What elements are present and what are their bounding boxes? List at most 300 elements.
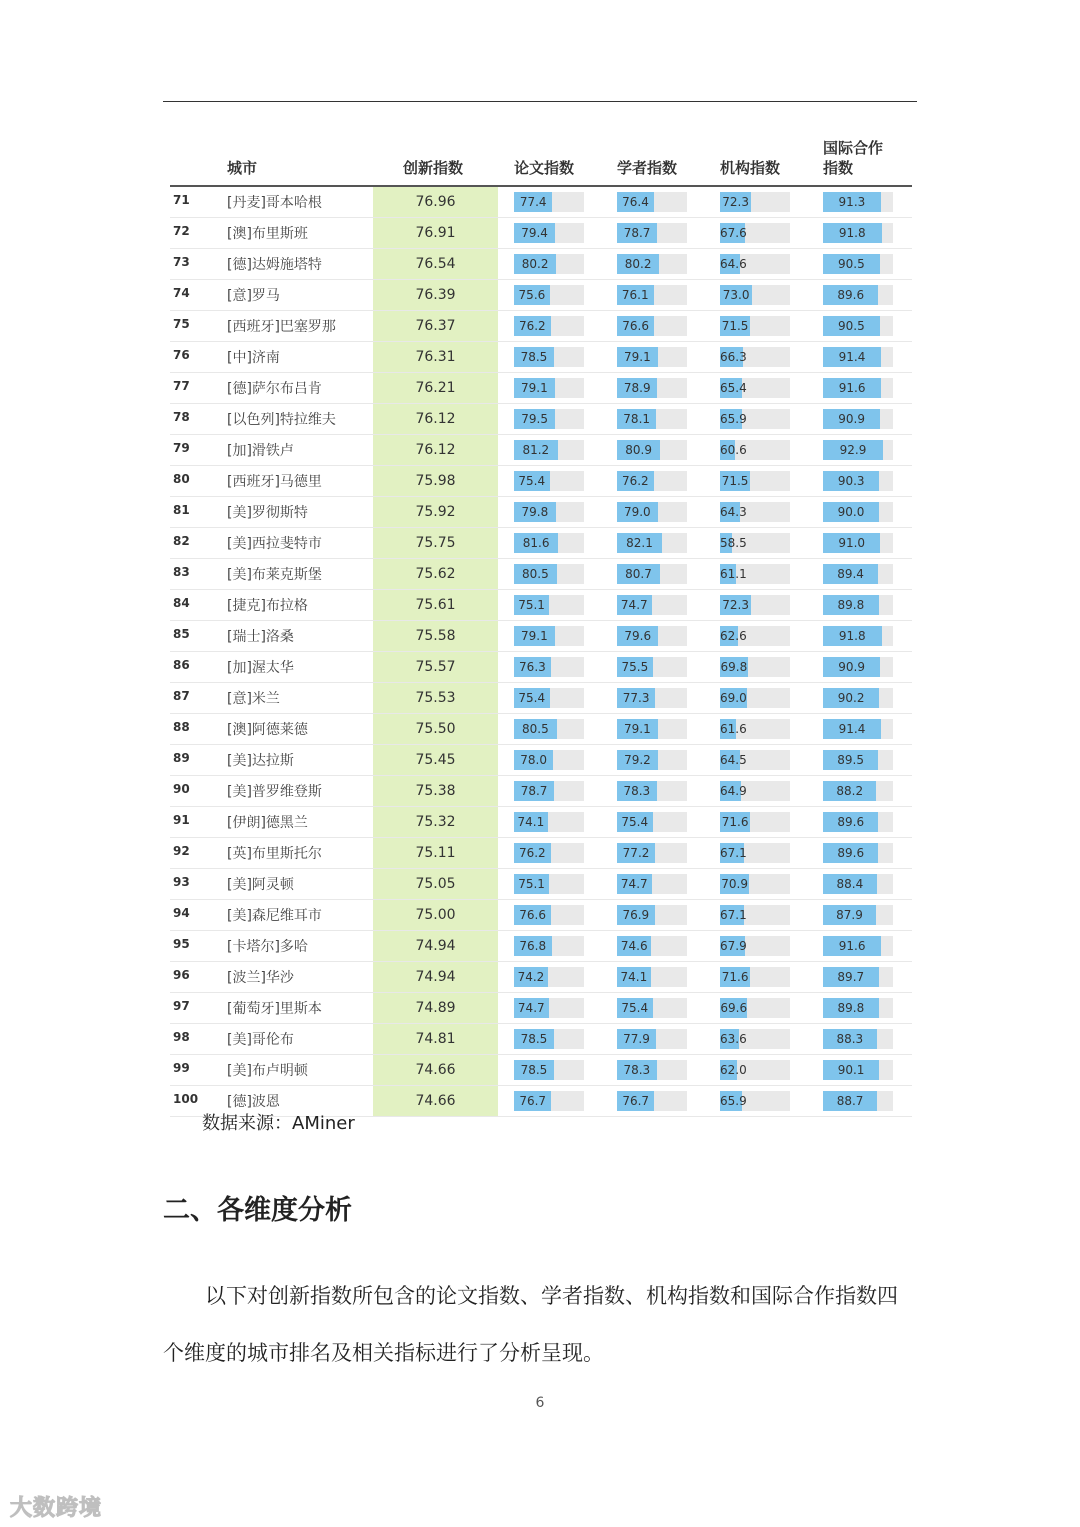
institution-index-value: 62.6 — [720, 629, 747, 643]
institution-bar-track — [720, 440, 790, 460]
table-row — [170, 466, 912, 497]
intl-bar-track — [823, 781, 893, 801]
innovation-index-cell: 76.96 — [373, 187, 498, 217]
intl-index-value: 90.1 — [837, 1063, 865, 1077]
institution-index-value: 69.8 — [720, 660, 748, 674]
institution-bar-track — [720, 502, 790, 522]
innovation-index-cell: 75.98 — [373, 466, 498, 496]
scholar-bar-track — [617, 440, 687, 460]
scholar-index-value: 82.1 — [626, 536, 653, 550]
rank-cell: 79 — [173, 441, 190, 455]
rank-cell: 97 — [173, 999, 190, 1013]
city-cell: [意]米兰 — [227, 691, 280, 707]
innovation-index-cell: 75.45 — [373, 745, 498, 775]
scholar-bar-track — [617, 843, 687, 863]
scholar-index-value: 77.9 — [623, 1032, 650, 1046]
paper-bar-track — [514, 285, 584, 305]
institution-bar-track — [720, 471, 790, 491]
rank-cell: 80 — [173, 472, 190, 486]
institution-bar-track — [720, 285, 790, 305]
institution-bar-track — [720, 1029, 790, 1049]
paper-bar-track — [514, 409, 584, 429]
city-cell: [德]萨尔布吕肯 — [227, 381, 322, 397]
paper-bar-track — [514, 936, 584, 956]
table-row — [170, 590, 912, 621]
intl-index-value: 90.0 — [837, 505, 865, 519]
intl-bar-track — [823, 595, 893, 615]
intl-bar-track — [823, 843, 893, 863]
city-cell: [中]济南 — [227, 350, 280, 366]
intl-bar-track — [823, 471, 893, 491]
intl-index-value: 89.5 — [837, 753, 864, 767]
paper-index-value: 79.1 — [521, 381, 548, 395]
city-cell: [德]波恩 — [227, 1094, 280, 1110]
scholar-bar-track — [617, 750, 687, 770]
institution-bar-track — [720, 347, 790, 367]
scholar-bar-track — [617, 192, 687, 212]
table-row — [170, 435, 912, 466]
intl-bar-track — [823, 564, 893, 584]
paper-bar-track — [514, 781, 584, 801]
rank-cell: 84 — [173, 596, 190, 610]
scholar-index-value: 78.3 — [623, 784, 651, 798]
table-row — [170, 993, 912, 1024]
intl-bar-track — [823, 657, 893, 677]
paper-bar-track — [514, 223, 584, 243]
scholar-index-value: 75.4 — [621, 1001, 649, 1015]
scholar-index-value: 80.2 — [624, 257, 652, 271]
paper-index-value: 81.6 — [522, 536, 550, 550]
scholar-bar-track — [617, 688, 687, 708]
institution-index-value: 67.9 — [720, 939, 747, 953]
paper-bar-track — [514, 502, 584, 522]
institution-bar-track — [720, 1091, 790, 1111]
intl-index-value: 91.3 — [838, 195, 866, 209]
header-international-line2: 指数 — [823, 159, 854, 177]
intl-bar-track — [823, 1091, 893, 1111]
institution-index-value: 63.6 — [720, 1032, 747, 1046]
paper-index-value: 76.2 — [518, 319, 546, 333]
paper-index-value: 75.4 — [518, 691, 546, 705]
scholar-index-value: 78.7 — [623, 226, 651, 240]
scholar-bar-track — [617, 998, 687, 1018]
header-paper: 论文指数 — [514, 159, 575, 177]
scholar-index-value: 78.1 — [623, 412, 651, 426]
intl-bar-track — [823, 967, 893, 987]
institution-index-value: 58.5 — [720, 536, 747, 550]
institution-index-value: 64.9 — [720, 784, 747, 798]
paragraph-line-1: 以下对创新指数所包含的论文指数、学者指数、机构指数和国际合作指数四 — [205, 1284, 898, 1308]
institution-bar-track — [720, 626, 790, 646]
scholar-bar-track — [617, 223, 687, 243]
institution-index-value: 72.3 — [722, 598, 749, 612]
institution-bar-track — [720, 533, 790, 553]
scholar-index-value: 75.5 — [621, 660, 649, 674]
paper-bar-track — [514, 1029, 584, 1049]
paper-bar-track — [514, 719, 584, 739]
innovation-index-cell: 76.37 — [373, 311, 498, 341]
rank-cell: 89 — [173, 751, 190, 765]
header-institution: 机构指数 — [720, 159, 781, 177]
table-row — [170, 342, 912, 373]
rank-cell: 93 — [173, 875, 190, 889]
innovation-index-cell: 75.53 — [373, 683, 498, 713]
scholar-bar-track — [617, 874, 687, 894]
rank-cell: 75 — [173, 317, 190, 331]
paper-index-value: 75.4 — [518, 474, 546, 488]
paper-index-value: 79.1 — [521, 629, 548, 643]
rank-cell: 98 — [173, 1030, 190, 1044]
scholar-index-value: 80.9 — [625, 443, 652, 457]
watermark-logo: 大数跨境 — [10, 1496, 103, 1521]
paper-bar-track — [514, 812, 584, 832]
paper-index-value: 80.2 — [521, 257, 549, 271]
innovation-index-cell: 75.58 — [373, 621, 498, 651]
paper-index-value: 76.8 — [519, 939, 547, 953]
intl-index-value: 89.6 — [837, 288, 865, 302]
rank-cell: 94 — [173, 906, 190, 920]
innovation-index-cell: 75.92 — [373, 497, 498, 527]
intl-index-value: 89.8 — [837, 1001, 865, 1015]
innovation-index-cell: 75.75 — [373, 528, 498, 558]
institution-index-value: 72.3 — [722, 195, 749, 209]
scholar-index-value: 79.6 — [624, 629, 652, 643]
intl-bar-track — [823, 502, 893, 522]
paper-index-value: 78.0 — [520, 753, 547, 767]
institution-index-value: 64.3 — [720, 505, 747, 519]
table-row — [170, 1024, 912, 1055]
table-row — [170, 962, 912, 993]
institution-index-value: 60.6 — [720, 443, 747, 457]
institution-index-value: 73.0 — [722, 288, 750, 302]
table-row — [170, 218, 912, 249]
institution-index-value: 61.6 — [720, 722, 747, 736]
institution-index-value: 69.0 — [720, 691, 747, 705]
city-cell: [意]罗马 — [227, 288, 280, 304]
intl-index-value: 91.6 — [838, 381, 866, 395]
institution-bar-track — [720, 781, 790, 801]
innovation-index-cell: 74.94 — [373, 962, 498, 992]
institution-bar-track — [720, 1060, 790, 1080]
intl-bar-track — [823, 440, 893, 460]
rank-cell: 88 — [173, 720, 190, 734]
scholar-bar-track — [617, 1060, 687, 1080]
intl-index-value: 91.8 — [838, 629, 866, 643]
scholar-index-value: 79.1 — [624, 350, 651, 364]
institution-index-value: 67.1 — [720, 846, 747, 860]
intl-bar-track — [823, 750, 893, 770]
scholar-index-value: 76.4 — [622, 195, 649, 209]
city-cell: [波兰]华沙 — [227, 970, 294, 986]
institution-index-value: 65.9 — [720, 412, 747, 426]
rank-cell: 81 — [173, 503, 190, 517]
institution-index-value: 62.0 — [720, 1063, 747, 1077]
paper-index-value: 75.6 — [518, 288, 546, 302]
table-row — [170, 187, 912, 218]
rank-cell: 96 — [173, 968, 190, 982]
scholar-index-value: 78.9 — [623, 381, 651, 395]
city-cell: [澳]布里斯班 — [227, 226, 308, 242]
institution-bar-track — [720, 192, 790, 212]
city-cell: [伊朗]德黑兰 — [227, 815, 308, 831]
paper-bar-track — [514, 1060, 584, 1080]
table-row — [170, 869, 912, 900]
paper-index-value: 76.7 — [519, 1094, 547, 1108]
paper-index-value: 75.1 — [518, 877, 545, 891]
innovation-index-cell: 74.94 — [373, 931, 498, 961]
institution-bar-track — [720, 843, 790, 863]
intl-bar-track — [823, 905, 893, 925]
innovation-index-cell: 75.11 — [373, 838, 498, 868]
city-cell: [美]森尼维耳市 — [227, 908, 322, 924]
institution-bar-track — [720, 564, 790, 584]
institution-bar-track — [720, 316, 790, 336]
innovation-index-cell: 74.81 — [373, 1024, 498, 1054]
scholar-bar-track — [617, 378, 687, 398]
intl-index-value: 89.6 — [837, 846, 865, 860]
intl-bar-track — [823, 936, 893, 956]
intl-index-value: 92.9 — [839, 443, 867, 457]
intl-index-value: 90.2 — [837, 691, 865, 705]
institution-bar-track — [720, 254, 790, 274]
city-cell: [美]普罗维登斯 — [227, 784, 322, 800]
city-cell: [美]西拉斐特市 — [227, 536, 322, 552]
rank-cell: 74 — [173, 286, 190, 300]
page-number: 6 — [535, 1395, 545, 1411]
intl-index-value: 91.6 — [838, 939, 866, 953]
intl-bar-track — [823, 812, 893, 832]
intl-index-value: 91.4 — [838, 350, 866, 364]
paper-bar-track — [514, 626, 584, 646]
intl-bar-track — [823, 1060, 893, 1080]
paper-bar-track — [514, 967, 584, 987]
paper-index-value: 76.6 — [519, 908, 546, 922]
paper-bar-track — [514, 533, 584, 553]
intl-bar-track — [823, 874, 893, 894]
institution-index-value: 69.6 — [720, 1001, 748, 1015]
top-rule — [163, 101, 917, 102]
paper-index-value: 76.2 — [518, 846, 546, 860]
table-row — [170, 807, 912, 838]
innovation-index-cell: 75.38 — [373, 776, 498, 806]
rank-cell: 73 — [173, 255, 190, 269]
rank-cell: 83 — [173, 565, 190, 579]
table-row — [170, 652, 912, 683]
intl-bar-track — [823, 223, 893, 243]
city-ranking-table — [170, 132, 912, 1117]
scholar-index-value: 80.7 — [625, 567, 652, 581]
institution-bar-track — [720, 750, 790, 770]
scholar-bar-track — [617, 316, 687, 336]
paper-index-value: 77.4 — [519, 195, 547, 209]
paper-index-value: 78.7 — [520, 784, 548, 798]
institution-bar-track — [720, 657, 790, 677]
institution-bar-track — [720, 378, 790, 398]
table-row — [170, 931, 912, 962]
city-cell: [西班牙]巴塞罗那 — [227, 319, 336, 335]
institution-bar-track — [720, 595, 790, 615]
city-cell: [澳]阿德莱德 — [227, 722, 308, 738]
institution-index-value: 64.6 — [720, 257, 747, 271]
table-row — [170, 745, 912, 776]
header-city: 城市 — [227, 159, 258, 177]
scholar-bar-track — [617, 564, 687, 584]
innovation-index-cell: 75.32 — [373, 807, 498, 837]
institution-index-value: 67.1 — [720, 908, 747, 922]
intl-bar-track — [823, 998, 893, 1018]
paper-index-value: 74.2 — [517, 970, 545, 984]
city-cell: [英]布里斯托尔 — [227, 846, 322, 862]
paper-bar-track — [514, 750, 584, 770]
paper-bar-track — [514, 254, 584, 274]
intl-bar-track — [823, 192, 893, 212]
scholar-bar-track — [617, 285, 687, 305]
innovation-index-cell: 75.61 — [373, 590, 498, 620]
scholar-index-value: 79.2 — [624, 753, 651, 767]
institution-bar-track — [720, 812, 790, 832]
paper-bar-track — [514, 998, 584, 1018]
paper-index-value: 80.5 — [521, 722, 549, 736]
institution-bar-track — [720, 223, 790, 243]
scholar-index-value: 76.7 — [622, 1094, 650, 1108]
innovation-index-cell: 75.00 — [373, 900, 498, 930]
scholar-bar-track — [617, 905, 687, 925]
paragraph-line-2: 个维度的城市排名及相关指标进行了分析呈现。 — [163, 1341, 604, 1365]
rank-cell: 72 — [173, 224, 190, 238]
paper-bar-track — [514, 905, 584, 925]
innovation-index-cell: 76.12 — [373, 404, 498, 434]
rank-cell: 85 — [173, 627, 190, 641]
table-row — [170, 714, 912, 745]
scholar-bar-track — [617, 719, 687, 739]
institution-index-value: 65.9 — [720, 1094, 747, 1108]
table-row — [170, 249, 912, 280]
intl-bar-track — [823, 285, 893, 305]
intl-index-value: 91.8 — [838, 226, 866, 240]
intl-bar-track — [823, 626, 893, 646]
rank-cell: 100 — [173, 1092, 199, 1106]
rank-cell: 76 — [173, 348, 190, 362]
city-cell: [美]罗彻斯特 — [227, 505, 308, 521]
scholar-bar-track — [617, 409, 687, 429]
paper-index-value: 79.4 — [521, 226, 548, 240]
paper-bar-track — [514, 874, 584, 894]
rank-cell: 92 — [173, 844, 190, 858]
paper-index-value: 76.3 — [519, 660, 546, 674]
intl-index-value: 89.6 — [837, 815, 865, 829]
rank-cell: 95 — [173, 937, 190, 951]
city-cell: [西班牙]马德里 — [227, 474, 322, 490]
table-row — [170, 838, 912, 869]
table-row — [170, 621, 912, 652]
scholar-bar-track — [617, 781, 687, 801]
header-innovation: 创新指数 — [403, 159, 464, 177]
table-row — [170, 776, 912, 807]
innovation-index-cell: 75.50 — [373, 714, 498, 744]
city-cell: [葡萄牙]里斯本 — [227, 1001, 322, 1017]
rank-cell: 90 — [173, 782, 190, 796]
intl-bar-track — [823, 688, 893, 708]
rank-cell: 82 — [173, 534, 190, 548]
table-row — [170, 1055, 912, 1086]
paper-bar-track — [514, 843, 584, 863]
scholar-index-value: 79.1 — [624, 722, 651, 736]
city-cell: [美]达拉斯 — [227, 753, 294, 769]
intl-index-value: 90.5 — [837, 257, 865, 271]
innovation-index-cell: 76.54 — [373, 249, 498, 279]
innovation-index-cell: 74.66 — [373, 1086, 498, 1116]
innovation-index-cell: 75.57 — [373, 652, 498, 682]
table-row — [170, 559, 912, 590]
rank-cell: 86 — [173, 658, 190, 672]
paper-bar-track — [514, 440, 584, 460]
innovation-index-cell: 76.39 — [373, 280, 498, 310]
scholar-bar-track — [617, 533, 687, 553]
institution-index-value: 71.5 — [721, 319, 749, 333]
paper-index-value: 80.5 — [521, 567, 549, 581]
paper-bar-track — [514, 595, 584, 615]
city-cell: [捷克]布拉格 — [227, 598, 308, 614]
rank-cell: 71 — [173, 193, 190, 207]
rank-cell: 87 — [173, 689, 190, 703]
rank-cell: 99 — [173, 1061, 190, 1075]
paper-index-value: 78.5 — [520, 350, 548, 364]
innovation-index-cell: 76.91 — [373, 218, 498, 248]
scholar-index-value: 77.3 — [622, 691, 650, 705]
paper-bar-track — [514, 471, 584, 491]
scholar-index-value: 74.7 — [620, 877, 648, 891]
intl-index-value: 90.9 — [838, 412, 865, 426]
paper-index-value: 78.5 — [520, 1032, 548, 1046]
intl-bar-track — [823, 347, 893, 367]
innovation-index-cell: 74.66 — [373, 1055, 498, 1085]
city-cell: [德]达姆施塔特 — [227, 257, 322, 273]
city-cell: [以色列]特拉维夫 — [227, 412, 336, 428]
intl-index-value: 88.2 — [836, 784, 864, 798]
intl-index-value: 89.8 — [837, 598, 865, 612]
scholar-bar-track — [617, 626, 687, 646]
city-cell: [美]布莱克斯堡 — [227, 567, 322, 583]
scholar-bar-track — [617, 936, 687, 956]
scholar-bar-track — [617, 967, 687, 987]
city-cell: [卡塔尔]多哈 — [227, 939, 308, 955]
header-scholar: 学者指数 — [617, 159, 678, 177]
scholar-index-value: 75.4 — [621, 815, 649, 829]
scholar-bar-track — [617, 347, 687, 367]
intl-index-value: 91.0 — [838, 536, 866, 550]
intl-index-value: 90.5 — [837, 319, 865, 333]
scholar-bar-track — [617, 254, 687, 274]
paper-bar-track — [514, 192, 584, 212]
table-row — [170, 528, 912, 559]
intl-index-value: 90.3 — [837, 474, 865, 488]
rank-cell: 91 — [173, 813, 190, 827]
rank-cell: 77 — [173, 379, 190, 393]
intl-bar-track — [823, 316, 893, 336]
paper-bar-track — [514, 378, 584, 398]
city-cell: [美]阿灵顿 — [227, 877, 294, 893]
scholar-index-value: 76.9 — [622, 908, 650, 922]
data-source-note: 数据来源：AMiner — [202, 1113, 355, 1134]
scholar-index-value: 77.2 — [622, 846, 650, 860]
table-row — [170, 311, 912, 342]
institution-index-value: 71.5 — [721, 474, 749, 488]
intl-bar-track — [823, 378, 893, 398]
city-cell: [瑞士]洛桑 — [227, 629, 294, 645]
intl-bar-track — [823, 533, 893, 553]
paper-index-value: 81.2 — [522, 443, 550, 457]
institution-bar-track — [720, 998, 790, 1018]
